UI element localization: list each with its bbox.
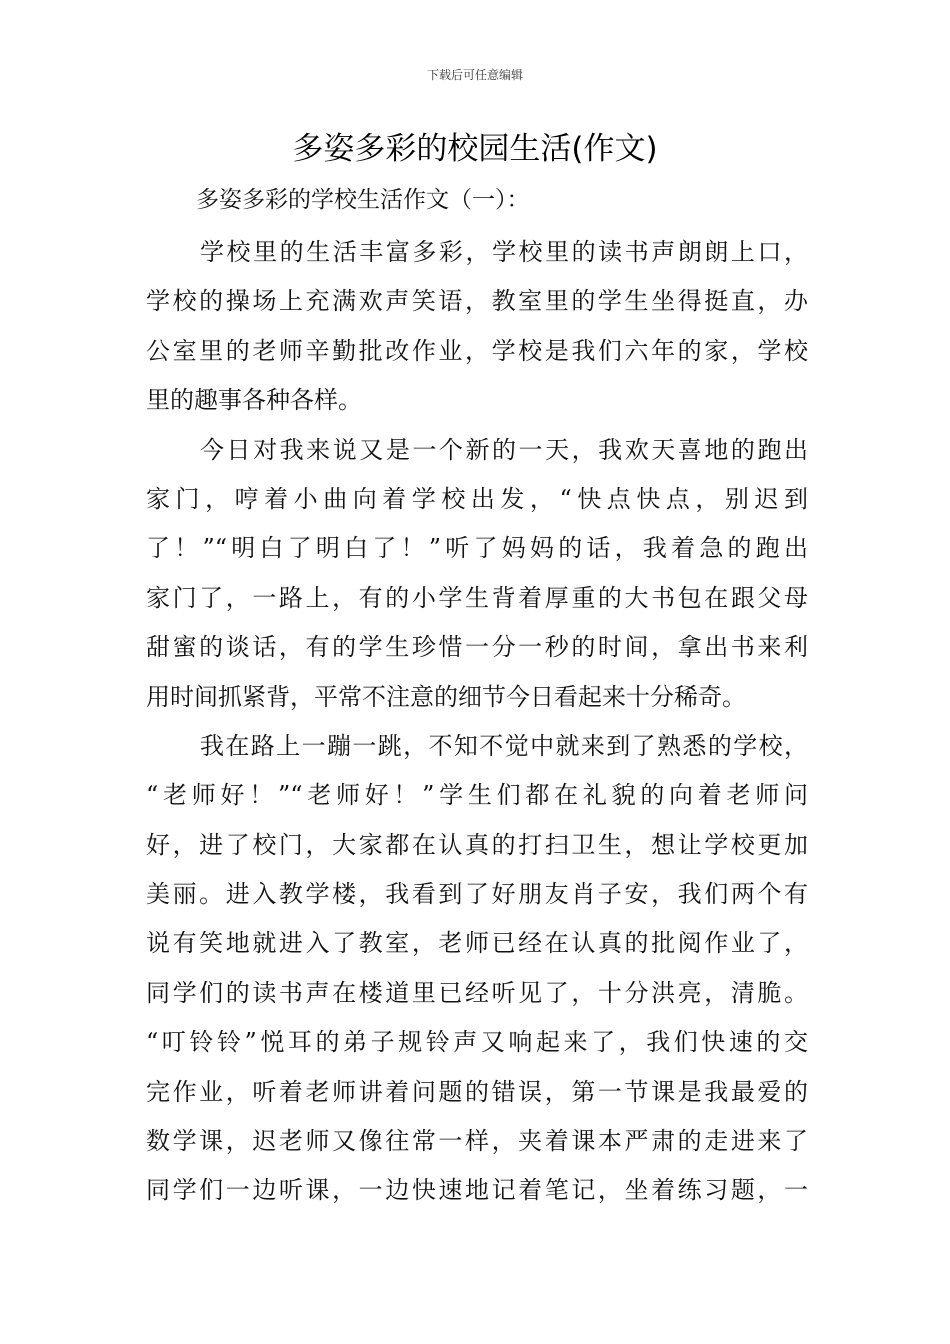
text-line: 说有笑地就进入了教室，老师已经在认真的批阅作业了， xyxy=(146,929,808,958)
subtitle: 多姿多彩的学校生活作文（一）： xyxy=(196,187,530,213)
text-line: 学校里的生活丰富多彩，学校里的读书声朗朗上口， xyxy=(200,238,808,266)
text-line: 数学课，迟老师又像往常一样，夹着课本严肃的走进来了 xyxy=(146,1127,808,1156)
text-line: 好，进了校门，大家都在认真的打扫卫生，想让学校更加 xyxy=(146,830,808,859)
text-line: 里的趣事各种各样。 xyxy=(146,386,362,415)
text-line: 公室里的老师辛勤批改作业，学校是我们六年的家，学校 xyxy=(146,336,808,365)
text-line: “老师好！”“老师好！”学生们都在礼貌的向着老师问 xyxy=(146,781,808,810)
text-line: 美丽。进入教学楼，我看到了好朋友肖子安，我们两个有 xyxy=(146,880,808,909)
text-line: 甜蜜的谈话，有的学生珍惜一分一秒的时间，拿出书来利 xyxy=(146,633,808,662)
text-line: 今日对我来说又是一个新的一天，我欢天喜地的跑出 xyxy=(200,435,808,464)
text-line: 了！”“明白了明白了！”听了妈妈的话，我着急的跑出 xyxy=(146,534,808,563)
header-note: 下载后可任意编辑 xyxy=(426,68,523,82)
text-line: 家门了，一路上，有的小学生背着厚重的大书包在跟父母 xyxy=(146,583,808,612)
text-line: 学校的操场上充满欢声笑语，教室里的学生坐得挺直，办 xyxy=(146,287,808,316)
text-line: 同学们一边听课，一边快速地记着笔记，坐着练习题，一 xyxy=(146,1176,808,1205)
text-line: 家门，哼着小曲向着学校出发，“快点快点，别迟到 xyxy=(146,484,808,513)
text-line: 我在路上一蹦一跳，不知不觉中就来到了熟悉的学校， xyxy=(200,731,808,760)
text-line: 同学们的读书声在楼道里已经听见了，十分洪亮，清脆。 xyxy=(146,978,808,1007)
page-title: 多姿多彩的校园生活(作文) xyxy=(292,131,658,167)
text-line: 用时间抓紧背，平常不注意的细节今日看起来十分稀奇。 xyxy=(146,682,746,711)
essay-body xyxy=(146,228,808,1216)
text-line: 完作业，听着老师讲着问题的错误，第一节课是我最爱的 xyxy=(146,1077,808,1106)
text-line: “叮铃铃”悦耳的弟子规铃声又响起来了，我们快速的交 xyxy=(146,1028,808,1057)
